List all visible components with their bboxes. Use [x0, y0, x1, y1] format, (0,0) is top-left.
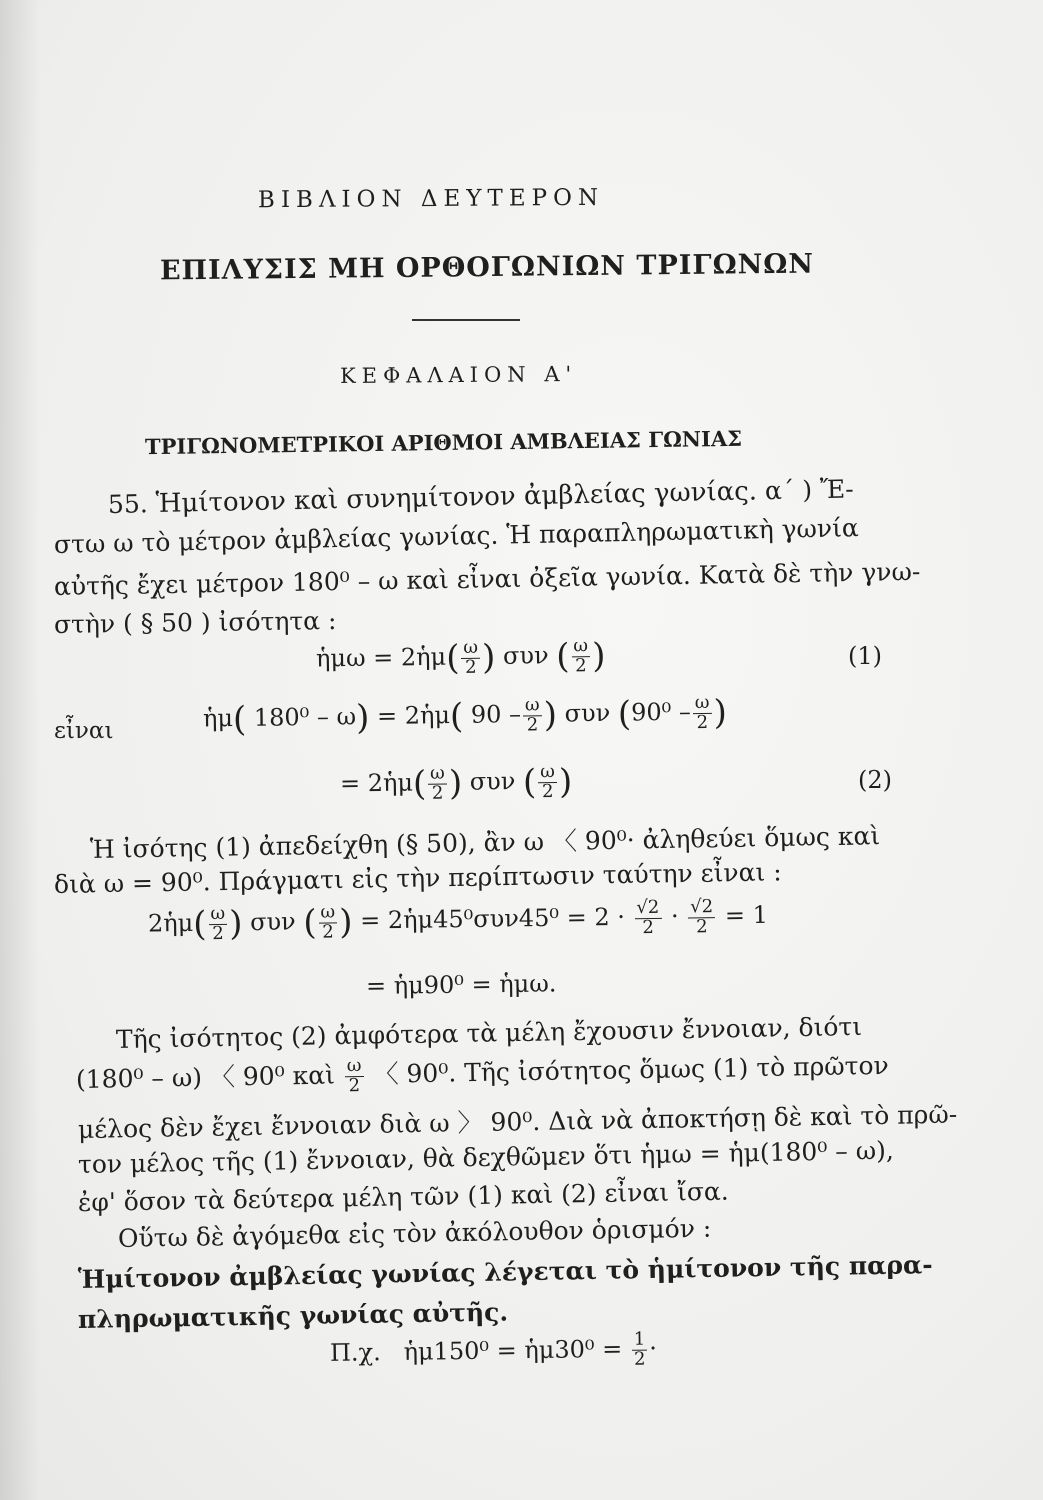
fraction: $\frac{\omega}{2}$	[461, 638, 480, 677]
book-title: ΒΙΒΛΙΟΝ ΔΕΥΤΕΡΟΝ	[257, 184, 605, 214]
fraction: $\frac{\omega}{2}$	[345, 1057, 364, 1096]
fraction: $\frac{\omega}{2}$	[538, 763, 557, 802]
equation-number-2: (2)	[858, 766, 892, 794]
paragraph-55-line-1	[108, 474, 854, 520]
chapter-heading: ΚΕΦΑΛΑΙΟΝ Α'	[339, 361, 578, 389]
text-line-6: Οὕτω δὲ ἀγόμεθα εἰς τὸν ἀκόλουθον ὁρισμόν :	[117, 1213, 712, 1253]
fraction: $\frac{\omega}{2}$	[523, 696, 542, 735]
fraction: $\frac{√2}{2}$	[634, 898, 661, 937]
title-rule	[412, 319, 520, 321]
einai-label: εἶναι	[54, 718, 114, 744]
proof-line-2: διὰ ω = 90⁰. Πράγματι εἰς τὴν περίπτωσιν ταύτην εἶναι :	[53, 857, 782, 899]
fraction: $\frac{√2}{2}$	[688, 898, 715, 937]
fraction: $\frac{\omega}{2}$	[693, 694, 712, 733]
example: Π.χ. ἡμ150⁰ = ἡμ30⁰ = $\frac{1}{2}$ ·	[329, 1328, 658, 1370]
proof-line-1: Ἡ ἰσότης (1) ἀπεδείχθη (§ 50), ἂν ω 〈 90⁰· ἀληθεύει ὅμως καὶ	[89, 821, 881, 864]
equation-4: = ἡμ90⁰ = ἡμω.	[365, 969, 557, 1000]
fraction: $\frac{\omega}{2}$	[318, 903, 337, 942]
definition-line-1: Ἡμίτονον ἀμβλείας γωνίας λέγεται τὸ ἡμίτονον τῆς παρα-	[77, 1250, 933, 1294]
paragraph-55-line-2: στω ω τὸ μέτρον ἀμβλείας γωνίας. Ἡ παραπληρωματικὴ γωνία	[53, 513, 860, 559]
paragraph-line-1-tail: α΄ ) Ἔ-	[764, 474, 854, 506]
text-line-3: μέλος δὲν ἔχει ἔννοιαν διὰ ω 〉 90⁰. Διὰ νὰ ἀποκτήσῃ δὲ καὶ τὸ πρῶ-	[77, 1099, 958, 1144]
paragraph-heading: Ἡμίτονον καὶ συνημίτονον ἀμβλείας γωνίας.	[155, 476, 758, 519]
eq1-lhs: ἡμω = 2ἡμ	[315, 642, 447, 673]
fraction: $\frac{\omega}{2}$	[208, 905, 227, 944]
eq1-mid: συν	[502, 641, 549, 670]
section-title: ΤΡΙΓΩΝΟΜΕΤΡΙΚΟΙ ΑΡΙΘΜΟΙ ΑΜΒΛΕΙΑΣ ΓΩΝΙΑΣ	[144, 425, 743, 460]
equation-2b: = 2ἡμ( $\frac{\omega}{2}$ ) συν ( $\frac{\omega}{2}$ )	[339, 760, 573, 804]
paragraph-number: 55.	[107, 489, 149, 519]
text-line-4: τον μέλος τῆς (1) ἔννοιαν, θὰ δεχθῶμεν ὅτι ἡμω = ἡμ(180⁰ – ω),	[77, 1135, 895, 1179]
fraction: $\frac{1}{2}$	[633, 1328, 646, 1370]
paragraph-55-line-4: στὴν ( § 50 ) ἰσότητα :	[53, 606, 337, 639]
text-line-2: (180⁰ – ω) 〈 90⁰ καὶ $\frac{\omega}{2}$ 〈 90⁰. Τῆς ἰσότητος ὅμως (1) τὸ πρῶτον	[75, 1050, 889, 1097]
fraction: $\frac{\omega}{2}$	[428, 764, 447, 803]
equation-1: ἡμω = 2ἡμ( $\frac{\omega}{2}$ ) συν ( $\frac{\omega}{2}$ )	[315, 634, 606, 679]
text-line-5: ἐφ' ὅσον τὰ δεύτερα μέλη τῶν (1) καὶ (2) εἶναι ἴσα.	[77, 1176, 729, 1217]
equation-number-1: (1)	[848, 642, 882, 670]
fraction: $\frac{\omega}{2}$	[571, 637, 590, 676]
equation-3: 2ἡμ( $\frac{\omega}{2}$ ) συν ( $\frac{\omega}{2}$ ) = 2ἡμ45⁰συν45⁰ = 2 · $\frac{√2}{2}$ · $\frac{√2}{2}$ = 1	[147, 895, 769, 945]
text-line-1: Τῆς ἰσότητος (2) ἀμφότερα τὰ μέλη ἔχουσιν ἔννοιαν, διότι	[115, 1011, 863, 1054]
equation-2a: ἡμ( 180⁰ – ω) = 2ἡμ( 90 – $\frac{\omega}{2}$ ) συν (90⁰ – $\frac{\omega}{2}$ )	[202, 691, 728, 740]
paragraph-55-line-3: αὐτῆς ἔχει μέτρον 180⁰ – ω καὶ εἶναι ὀξεῖα γωνία. Κατὰ δὲ τὴν γνω-	[53, 556, 921, 601]
main-title: ΕΠΙΛΥΣΙΣ ΜΗ ΟΡΘΟΓΩΝΙΩΝ ΤΡΙΓΩΝΩΝ	[159, 248, 815, 287]
definition-line-2: πληρωματικῆς γωνίας αὐτῆς.	[77, 1297, 509, 1334]
